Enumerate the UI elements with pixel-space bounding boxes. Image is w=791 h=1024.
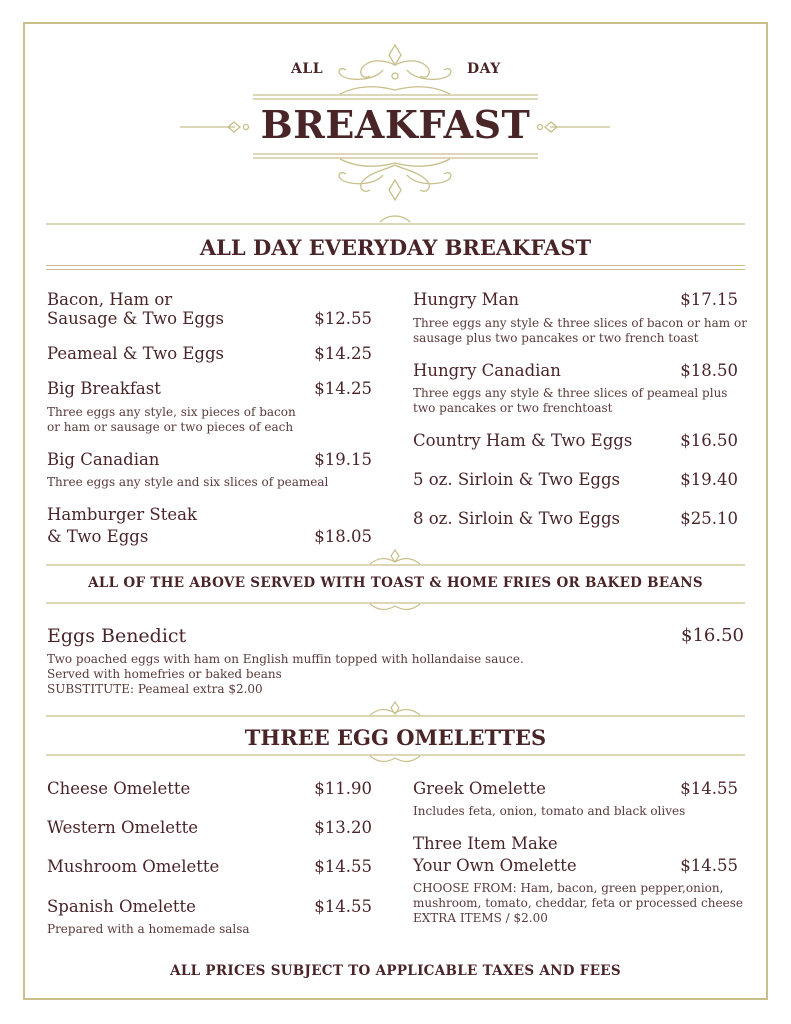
menu-item-name: Big Canadian [47,450,160,469]
menu-item-description: Three eggs any style and six slices of peameal [47,475,329,489]
menu-item-price: $16.50 [680,431,738,450]
menu-item-name: Three Item Make [413,834,558,853]
menu-item-name: Hamburger Steak [47,505,197,524]
menu-item-name: Country Ham & Two Eggs [413,431,633,450]
menu-item-name: Peameal & Two Eggs [47,344,225,363]
menu-item-price: $14.25 [314,379,372,398]
menu-item-description: two pancakes or two frenchtoast [413,401,613,415]
header-all-word: ALL [291,61,324,77]
menu-item-description: or ham or sausage or two pieces of each [47,420,294,434]
menu-item-name: Hungry Man [413,290,520,309]
menu-item-description: Includes feta, onion, tomato and black olives [413,804,686,818]
menu-item-price: $11.90 [314,779,372,798]
menu-item-name: Bacon, Ham or [47,290,173,309]
menu-item-name: Sausage & Two Eggs [47,309,224,328]
menu-item-name: Greek Omelette [413,779,546,798]
menu-item-price: $18.05 [314,527,372,546]
menu-item-description: mushroom, tomato, cheddar, feta or processed cheese [413,896,743,910]
menu-item-price: $14.55 [314,897,372,916]
menu-item-description: SUBSTITUTE: Peameal extra $2.00 [47,682,263,696]
menu-item-description: Three eggs any style, six pieces of bacon [47,405,296,419]
menu-item-price: $13.20 [314,818,372,837]
served-with-notice: ALL OF THE ABOVE SERVED WITH TOAST & HOME FRIES OR BAKED BEANS [88,575,703,591]
page-title: BREAKFAST [260,102,531,147]
menu-item-name: Your Own Omelette [413,856,577,875]
menu-item-price: $19.15 [314,450,372,469]
menu-item-price: $25.10 [680,509,738,528]
section-divider [46,265,745,266]
menu-item-name: Big Breakfast [47,379,161,398]
menu-item-name: Hungry Canadian [413,361,561,380]
menu-item-name: Eggs Benedict [47,625,187,647]
menu-item-name: 8 oz. Sirloin & Two Eggs [413,509,620,528]
footer-tax-notice: ALL PRICES SUBJECT TO APPLICABLE TAXES AND FEES [170,963,621,979]
menu-item-price: $14.55 [680,856,738,875]
menu-item-price: $14.55 [314,857,372,876]
menu-item-name: Spanish Omelette [47,897,196,916]
menu-item-description: Three eggs any style & three slices of bacon or ham or [413,316,747,330]
menu-item-name: Mushroom Omelette [47,857,220,876]
menu-item-price: $17.15 [680,290,738,309]
menu-item-price: $19.40 [680,470,738,489]
menu-item-description: Two poached eggs with ham on English muffin topped with hollandaise sauce. [47,652,524,666]
menu-item-price: $12.55 [314,309,372,328]
menu-item-price: $14.55 [680,779,738,798]
menu-item-price: $18.50 [680,361,738,380]
menu-item-description: EXTRA ITEMS / $2.00 [413,911,548,925]
menu-item-description: Prepared with a homemade salsa [47,922,250,936]
menu-item-description: CHOOSE FROM: Ham, bacon, green pepper,onion, [413,881,724,895]
section-divider [46,269,745,270]
menu-item-name: Cheese Omelette [47,779,191,798]
menu-item-price: $16.50 [681,625,744,646]
menu-item-description: Served with homefries or baked beans [47,667,282,681]
everyday-section-title: ALL DAY EVERYDAY BREAKFAST [199,235,592,260]
menu-item-description: sausage plus two pancakes or two french toast [413,331,699,345]
menu-item-description: Three eggs any style & three slices of peameal plus [413,386,728,400]
menu-item-price: $14.25 [314,344,372,363]
omelettes-section-title: THREE EGG OMELETTES [244,725,547,750]
menu-item-name: 5 oz. Sirloin & Two Eggs [413,470,620,489]
header-day-word: DAY [467,61,501,77]
menu-item-name: & Two Eggs [47,527,149,546]
menu-item-name: Western Omelette [47,818,199,837]
